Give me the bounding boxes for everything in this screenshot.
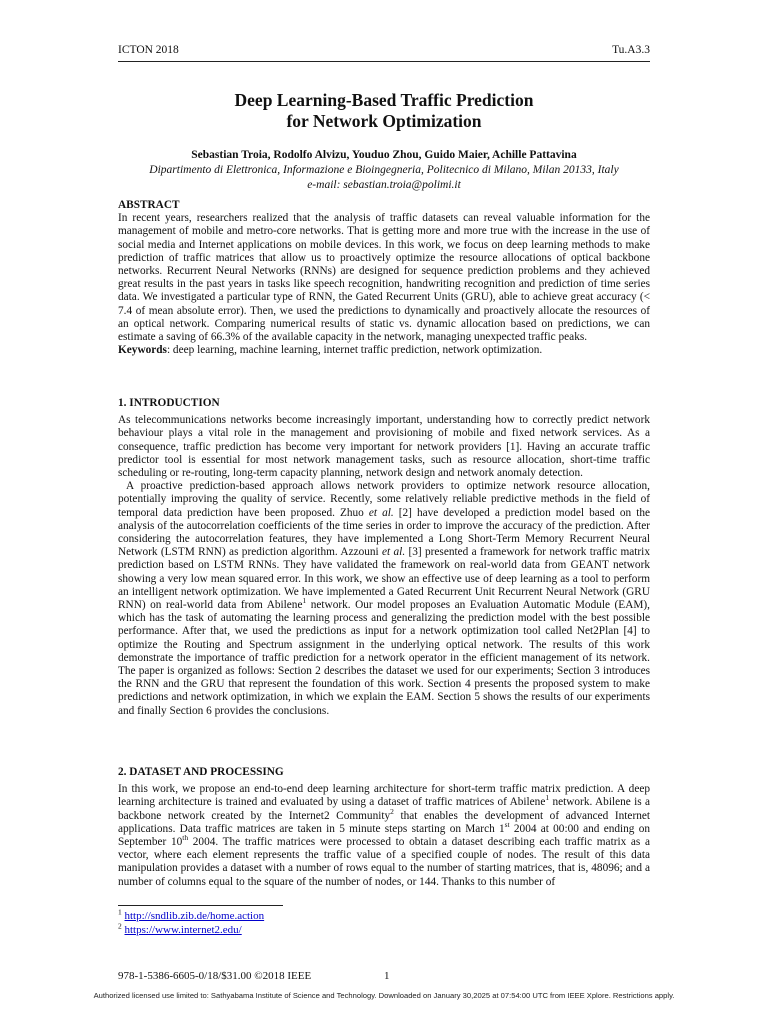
intro-text: A proactive prediction-based approach allows network providers to optimize network resource allocation, potentially improving the quality of service. Recently, some relatively reliable predictive methods in the field of temporal data prediction have been proposed. Zhuo [118, 480, 650, 519]
et-al: et al. [368, 506, 394, 519]
dataset-heading: 2. DATASET AND PROCESSING [118, 766, 284, 778]
abstract-heading: ABSTRACT [118, 199, 180, 211]
dataset-section [118, 766, 650, 889]
ordinal-suffix: st [504, 820, 510, 830]
footnote-link-1[interactable]: http://sndlib.zib.de/home.action [124, 910, 265, 922]
dataset-text: In this work, we propose an end-to-end deep learning architecture for short-term traffic matrix prediction. A deep learning architecture is trained and evaluated by using a dataset of traffic matrices of Abilene [118, 783, 650, 809]
footnote-number: 2 [118, 921, 122, 931]
page-number: 1 [384, 970, 390, 982]
keywords-line [118, 344, 650, 357]
paper-title [118, 90, 650, 132]
intro-paragraph-1: As telecommunications networks become increasingly important, understanding how to correctly predict network behaviour plays a vital role in the management and provisioning of mobile and fixed network services. As a consequence, traffic prediction has become very important for network providers [1]. Having an accurate traffic predictor tool is essential for most network management tasks, such as resource allocation, short-time traffic scheduling or re-routing, long-term capacity planning, network design and network anomaly detection. [118, 414, 650, 480]
footnote-1 [118, 909, 264, 923]
introduction-heading: 1. INTRODUCTION [118, 397, 220, 409]
intro-text: [3] presented a framework for network traffic matrix prediction based on LSTM RNNs. They have validated the framework on real-world data from GEANT network showing a very low mean squared error. In this work, we show an effective use of deep learning as a tool to perform an intelligent network optimization. We have implemented a Gated Recurrent Unit Recurrent Neural Network (GRU RNN) on real-world data from Abilene [118, 546, 650, 612]
title-line-1: Deep Learning-Based Traffic Prediction [234, 90, 534, 110]
footnote-ref: 1 [302, 596, 307, 606]
et-al: et al. [382, 546, 406, 559]
abstract-section [118, 199, 650, 357]
paper-code: Tu.A3.3 [612, 44, 650, 56]
introduction-section [118, 397, 650, 718]
intro-paragraph-2 [118, 480, 650, 718]
running-header [118, 44, 650, 60]
contact-email: e-mail: sebastian.troia@polimi.it [307, 179, 461, 191]
ordinal-suffix: th [182, 833, 189, 843]
footnote-rule [118, 905, 283, 906]
conference-label: ICTON 2018 [118, 44, 179, 56]
footnote-ref: 1 [545, 793, 550, 803]
license-notice: Authorized licensed use limited to: Sathyabama Institute of Science and Technology. Downloaded on January 30,2025 at 07:54:00 UTC from IEEE Xplore. Restrictions apply. [93, 991, 675, 1000]
footnote-2 [118, 923, 264, 937]
author-list: Sebastian Troia, Rodolfo Alvizu, Youduo Zhou, Guido Maier, Achille Pattavina [191, 149, 577, 161]
intro-text: [2] have developed a prediction model based on the analysis of the autocorrelation coefficients of the time series in order to improve the accuracy of the prediction. After considering the autocorrelation features, they have implemented a Long Short-Term Memory Recurrent Neural Network (LSTM RNN) as prediction algorithm. Azzouni [118, 506, 650, 559]
footnote-link-2[interactable]: https://www.internet2.edu/ [124, 924, 242, 936]
dataset-text: 2004 at 00:00 and ending on September 10 [118, 822, 651, 849]
dataset-text: that enables the development of advanced Internet applications. Data traffic matrices are taken in 5 minute steps starting on March 1 [118, 809, 651, 835]
dataset-text: network. Abilene is a backbone network created by the Internet2 Community [118, 796, 651, 822]
affiliation: Dipartimento di Elettronica, Informazione e Bioingegneria, Politecnico di Milano, Milan 20133, Italy [149, 164, 619, 176]
abstract-text: In recent years, researchers realized that the analysis of traffic datasets can reveal valuable information for the management of mobile and metro-core networks. That is getting more and more true with the increase in the use of social media and Internet applications on mobile devices. In this work, we focus on deep learning methods to make prediction of traffic matrices that allow us to proactively optimize the resource allocations of optical backbone networks. Recurrent Neural Networks (RNNs) are designed for sequence prediction problems and they achieved great results in the past years in tasks like speech recognition, handwriting recognition and prediction of time series data. We investigated a particular type of RNN, the Gated Recurrent Units (GRU), able to achieve great accuracy (< 7.4 of mean absolute error). Then, we used the predictions to dynamically and proactively allocate the resources of an optical network. Comparing numerical results of static vs. dynamic allocation based on predictions, we can estimate a saving of 66.3% of the available capacity in the network, managing unexpected traffic peaks. [118, 212, 650, 344]
header-rule [118, 61, 650, 62]
footnote-number: 1 [118, 907, 122, 917]
footnotes [118, 909, 264, 937]
keywords-text: : deep learning, machine learning, internet traffic prediction, network optimization. [166, 344, 543, 357]
dataset-text: 2004. The traffic matrices were processed to obtain a dataset describing each traffic matrix as a vector, where each element represents the traffic value of a specified couple of nodes. The result of this data manipulation provides a dataset with a number of rows equal to the number of starting matrices, that is, 48096; and a number of columns equal to the square of the number of nodes, or 144. Thanks to this number of [118, 836, 650, 888]
affiliation-block [118, 163, 650, 193]
intro-text: network. Our model proposes an Evaluation Automatic Module (EAM), which has the task of automating the learning process and generalizing the prediction model with the best possible performance. After that, we used the predictions as input for a network optimization tool called Net2Plan [4] to optimize the Routing and Spectrum assignment in the underlying optical network. The results of this work demonstrate the importance of traffic prediction for a network operator in the efficient management of its network. The paper is organized as follows: Section 2 describes the dataset we used for our experiments; Section 3 introduces the RNN and the GRU that represent the foundation of this work. Section 4 presents the proposed system to make predictions and network optimization, in which we explain the EAM. Section 5 shows the results of our experiments and finally Section 6 provides the conclusions. [118, 599, 650, 717]
keywords-label: Keywords [118, 344, 167, 357]
title-line-2: for Network Optimization [286, 111, 482, 131]
footnote-ref: 2 [390, 806, 394, 816]
dataset-paragraph [118, 783, 650, 889]
isbn-line: 978-1-5386-6605-0/18/$31.00 ©2018 IEEE [118, 970, 312, 982]
